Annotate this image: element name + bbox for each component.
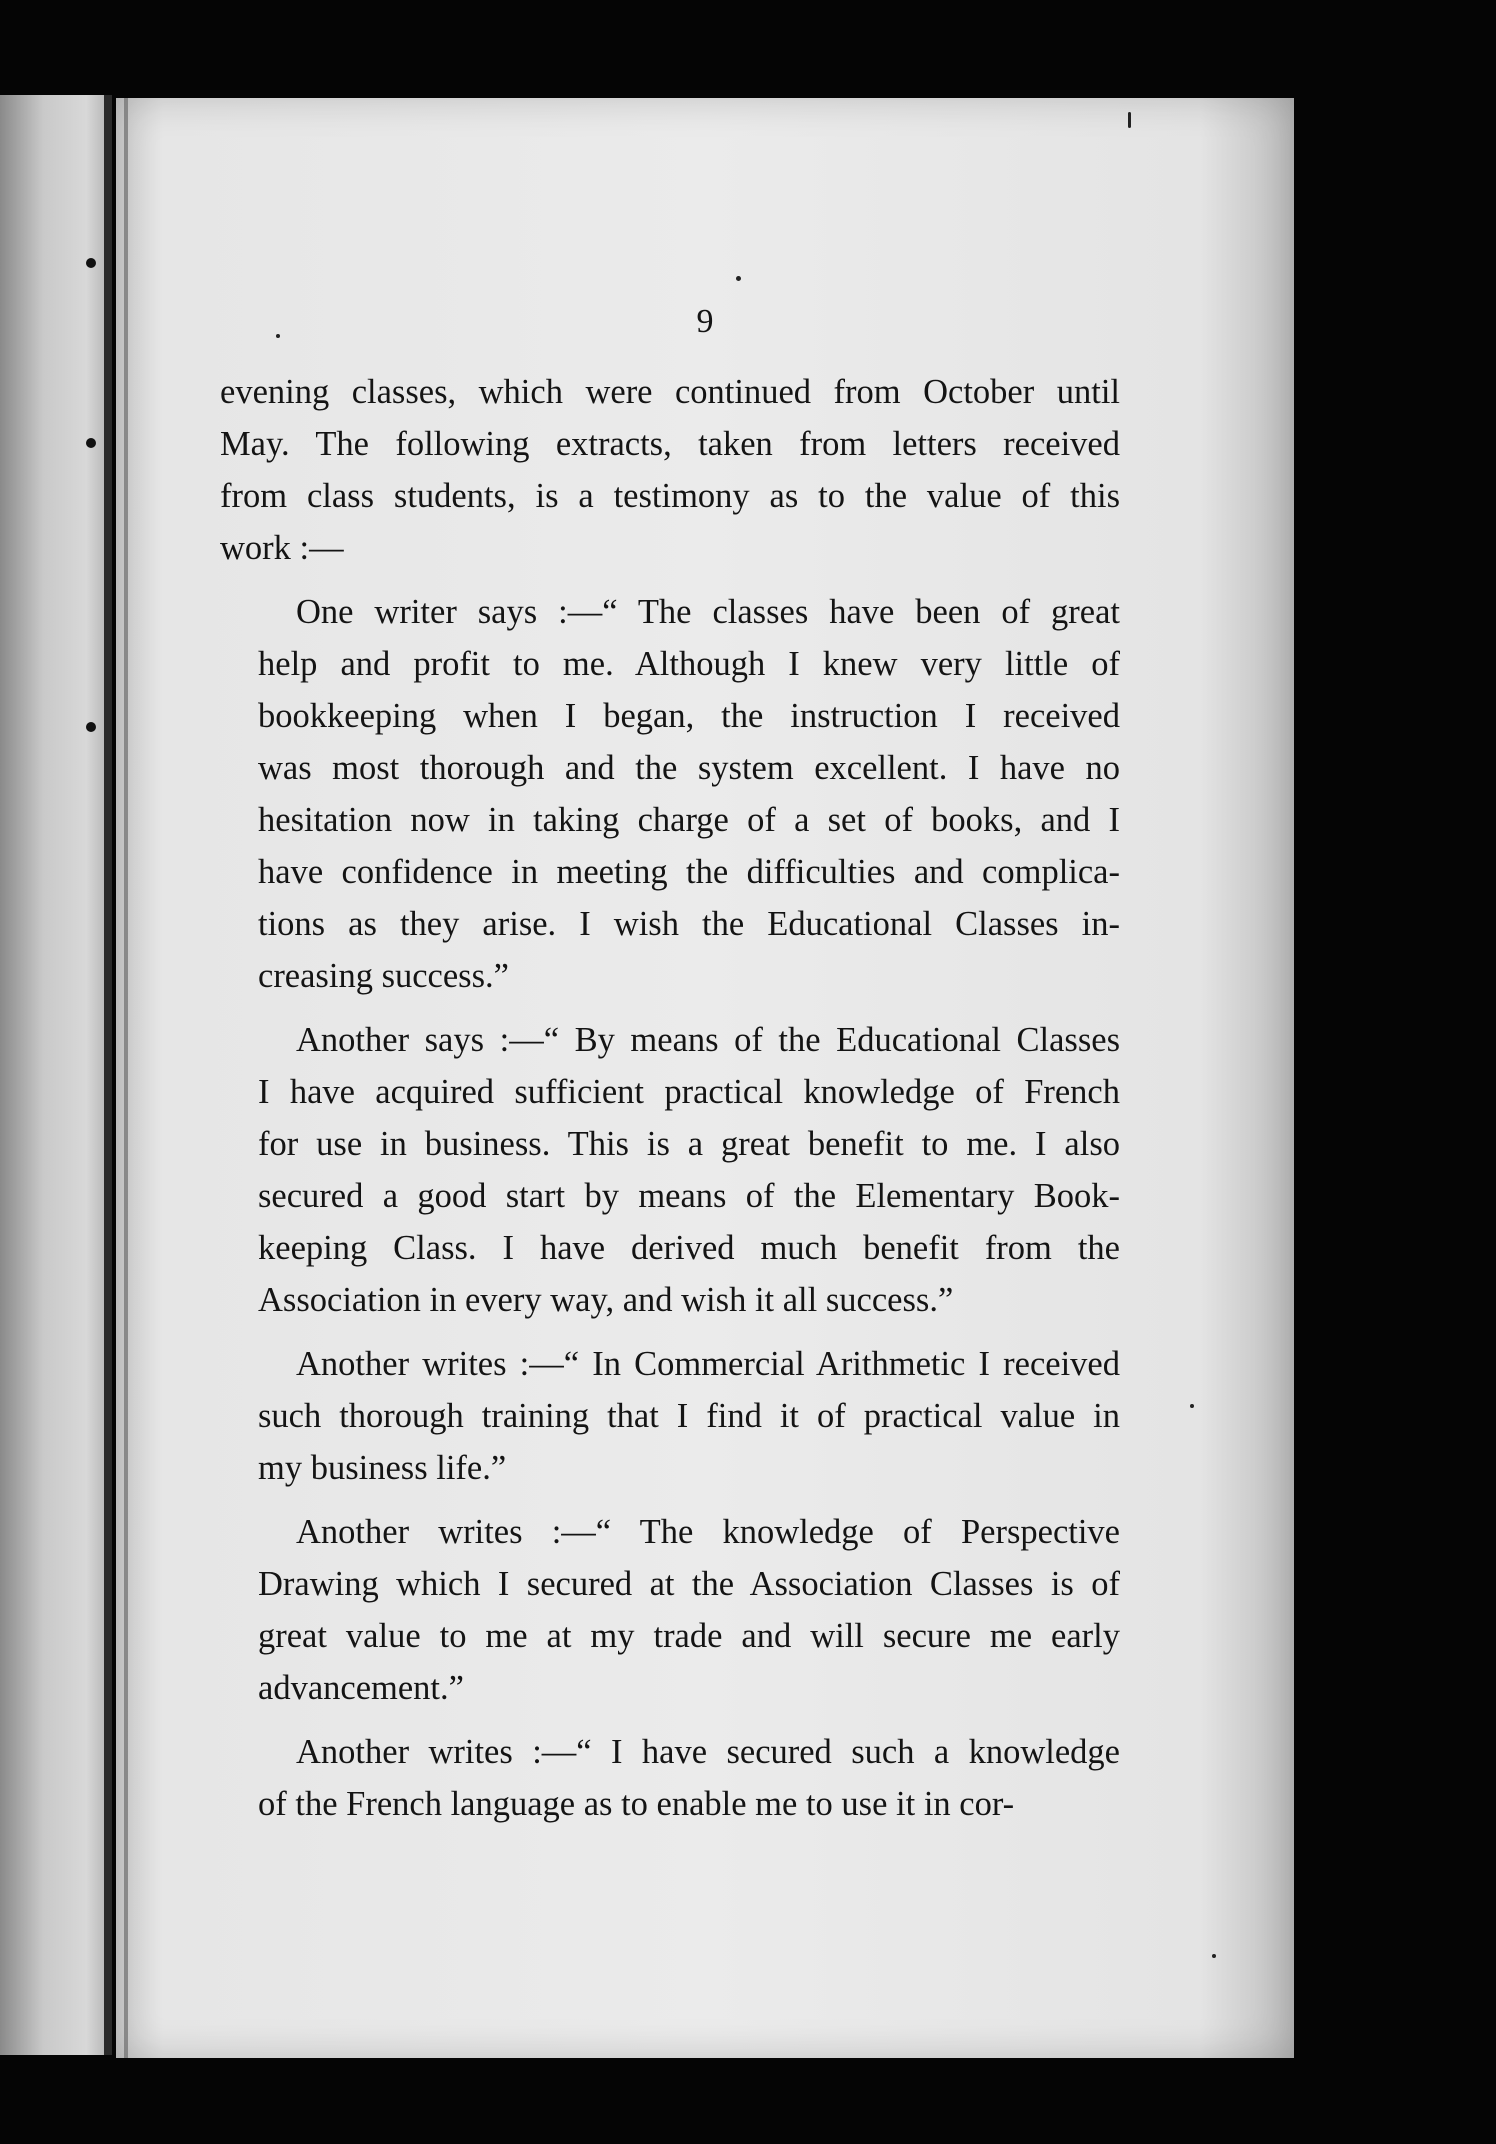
- text-line: I have acquired sufficient practical knowledge of French: [258, 1073, 1120, 1111]
- text-line: Drawing which I secured at the Association Classes is of: [258, 1565, 1120, 1603]
- text-line: from class students, is a testimony as to the value of this: [220, 477, 1120, 515]
- text-line: Another says :—“ By means of the Educational Classes: [296, 1021, 1120, 1059]
- scan-speck: [1190, 1404, 1194, 1408]
- scan-speck: [276, 334, 280, 338]
- text-line: of the French language as to enable me to use it in cor-: [258, 1785, 1015, 1823]
- text-line: help and profit to me. Although I knew very little of: [258, 645, 1120, 683]
- scan-speck: [1128, 112, 1131, 128]
- text-line: Another writes :—“ In Commercial Arithmetic I received: [296, 1345, 1120, 1383]
- text-line: for use in business. This is a great benefit to me. I also: [258, 1125, 1120, 1163]
- text-line: Another writes :—“ I have secured such a knowledge: [296, 1733, 1120, 1771]
- text-line: Association in every way, and wish it all success.”: [258, 1281, 954, 1319]
- margin-mark: [86, 258, 96, 268]
- text-line: have confidence in meeting the difficulties and complica-: [258, 853, 1120, 891]
- text-line: such thorough training that I find it of practical value in: [258, 1397, 1120, 1435]
- gutter-shadow: [104, 95, 112, 2055]
- text-line: creasing success.”: [258, 957, 509, 995]
- paragraph: [220, 1506, 1120, 1714]
- text-line: work :—: [220, 529, 344, 567]
- paragraph: [220, 586, 1120, 1002]
- page-number: 9: [696, 303, 714, 340]
- text-line: evening classes, which were continued from October until: [220, 373, 1120, 411]
- text-line: keeping Class. I have derived much benefit from the: [258, 1229, 1120, 1267]
- text-line: tions as they arise. I wish the Educational Classes in-: [258, 905, 1120, 943]
- scan-speck: [1212, 1954, 1216, 1958]
- text-line: One writer says :—“ The classes have been of great: [296, 593, 1120, 631]
- text-line: my business life.”: [258, 1449, 507, 1487]
- paragraph: [220, 1014, 1120, 1326]
- paragraph: [220, 366, 1120, 574]
- body-text: [220, 366, 1120, 1842]
- scan-speck: [736, 276, 741, 281]
- text-line: bookkeeping when I began, the instruction I received: [258, 697, 1120, 735]
- paragraph: [220, 1338, 1120, 1494]
- page-binding-line: [124, 98, 128, 2058]
- text-line: Another writes :—“ The knowledge of Perspective: [296, 1513, 1120, 1551]
- text-line: was most thorough and the system excellent. I have no: [258, 749, 1120, 787]
- text-line: advancement.”: [258, 1669, 464, 1707]
- text-line: May. The following extracts, taken from letters received: [220, 425, 1120, 463]
- adjacent-page-edge: [0, 95, 108, 2055]
- margin-mark: [86, 438, 96, 448]
- text-line: secured a good start by means of the Elementary Book-: [258, 1177, 1120, 1215]
- paragraph: [220, 1726, 1120, 1830]
- book-page: [116, 98, 1294, 2058]
- text-line: great value to me at my trade and will secure me early: [258, 1617, 1120, 1655]
- margin-mark: [86, 722, 96, 732]
- text-line: hesitation now in taking charge of a set of books, and I: [258, 801, 1120, 839]
